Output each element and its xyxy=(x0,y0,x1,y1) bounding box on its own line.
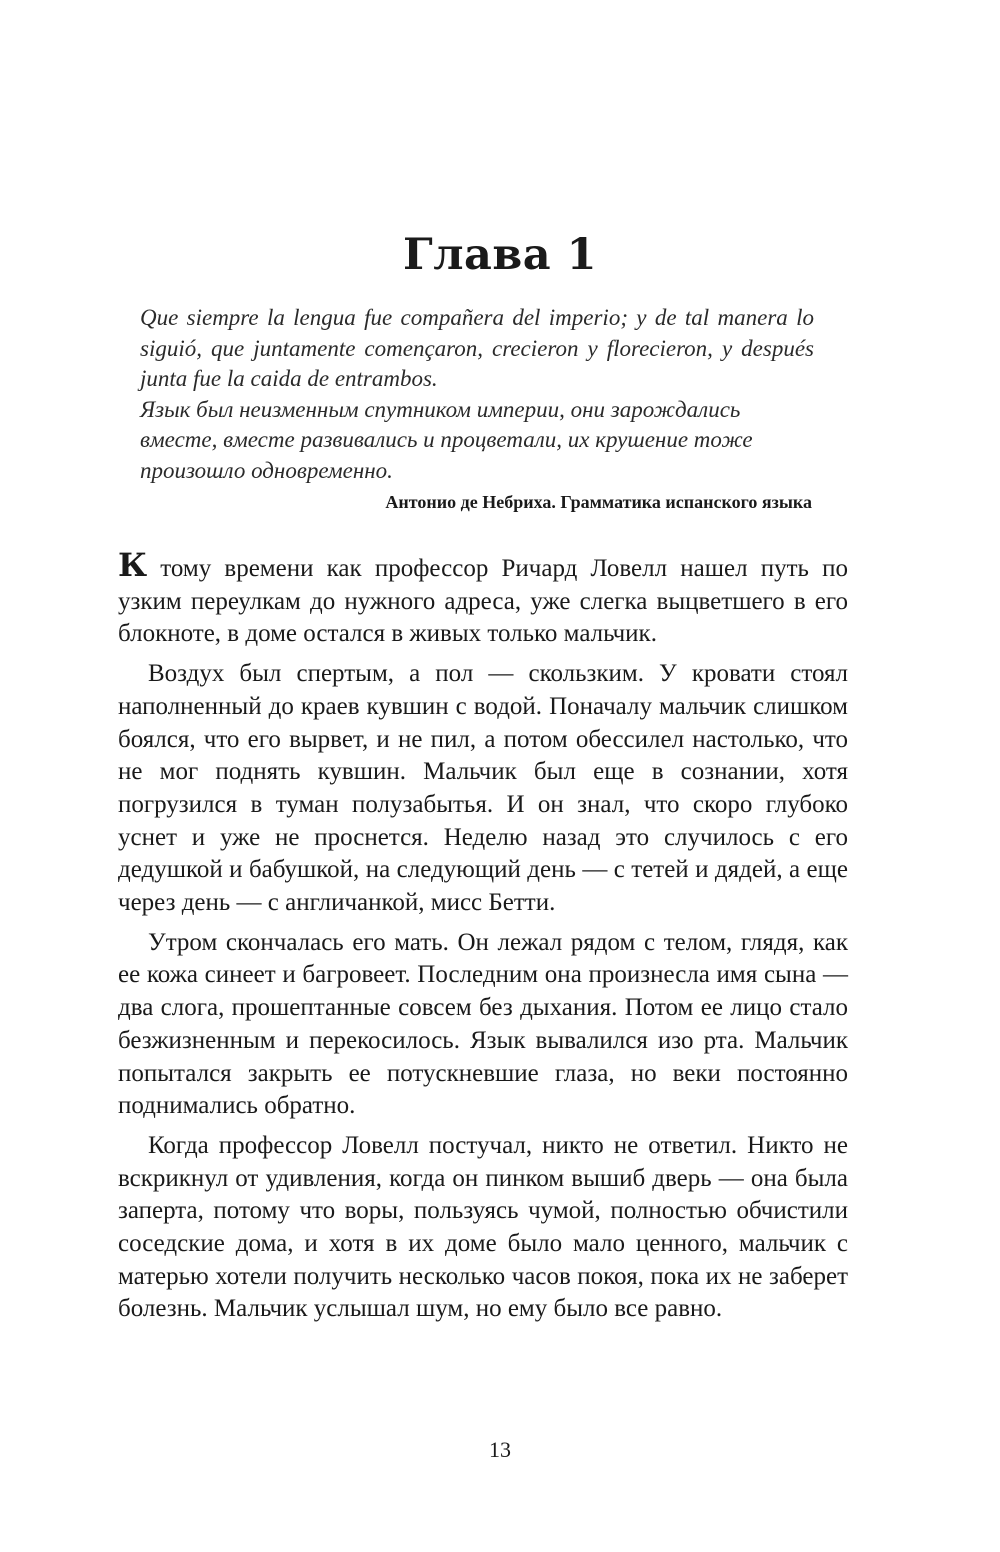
epigraph-russian: Язык был неизменным спутником империи, они зарождались вместе, вместе развивались и процветали, их крушение тоже произошло одновременно. xyxy=(140,396,753,483)
epigraph-spanish: Que siempre la lengua fue compañera del imperio; y de tal manera lo siguió, que juntamente començaron, crecieron y florecieron, y después junta fue la caida de entrambos. xyxy=(140,305,814,391)
epigraph xyxy=(140,303,814,486)
paragraph-3: Утром скончалась его мать. Он лежал рядом с телом, глядя, как ее кожа синеет и багровеет. Последним она произнесла имя сына — два слога, прошептанные совсем без дыхания. Потом ее лицо стало безжизненным и перекосилось. Язык вывалился изо рта. Мальчик попытался закрыть ее потускневшие глаза, но веки постоянно поднимались обратно. xyxy=(118,928,848,1120)
paragraph-1-text: тому времени как профессор Ричард Ловелл нашел путь по узким переулкам до нужного адреса, уже слегка выцветшего в его блокноте, в доме остался в живых только мальчик. xyxy=(118,555,848,648)
chapter-body xyxy=(118,546,848,1326)
epigraph-attribution: Антонио де Небриха. Грамматика испанского языка xyxy=(385,492,812,512)
paragraph-1 xyxy=(118,546,848,651)
paragraph-4: Когда профессор Ловелл постучал, никто не ответил. Никто не вскрикнул от удивления, когда он пинком вышиб дверь — она была заперта, потому что воры, пользуясь чумой, полностью обчистили соседские дома, и хотя в их доме было мало ценного, мальчик с матерью хотели получить несколько часов покоя, пока их не заберет болезнь. Мальчик услышал шум, но ему было все равно. xyxy=(118,1131,848,1323)
dropcap-letter: К xyxy=(118,546,148,584)
page-number: 13 xyxy=(489,1437,511,1462)
paragraph-2: Воздух был спертым, а пол — скользким. У кровати стоял наполненный до краев кувшин с водой. Поначалу мальчик слишком боялся, что его вырвет, и не пил, а потом обессилел настолько, что не мог поднять кувшин. Мальчик был еще в сознании, хотя погрузился в туман полузабытья. И он знал, что скоро глубоко уснет и уже не проснется. Неделю назад это случилось с его дедушкой и бабушкой, на следующий день — с тетей и дядей, а еще через день — с англичанкой, мисс Бетти. xyxy=(118,660,848,917)
chapter-title: Глава 1 xyxy=(403,229,597,280)
